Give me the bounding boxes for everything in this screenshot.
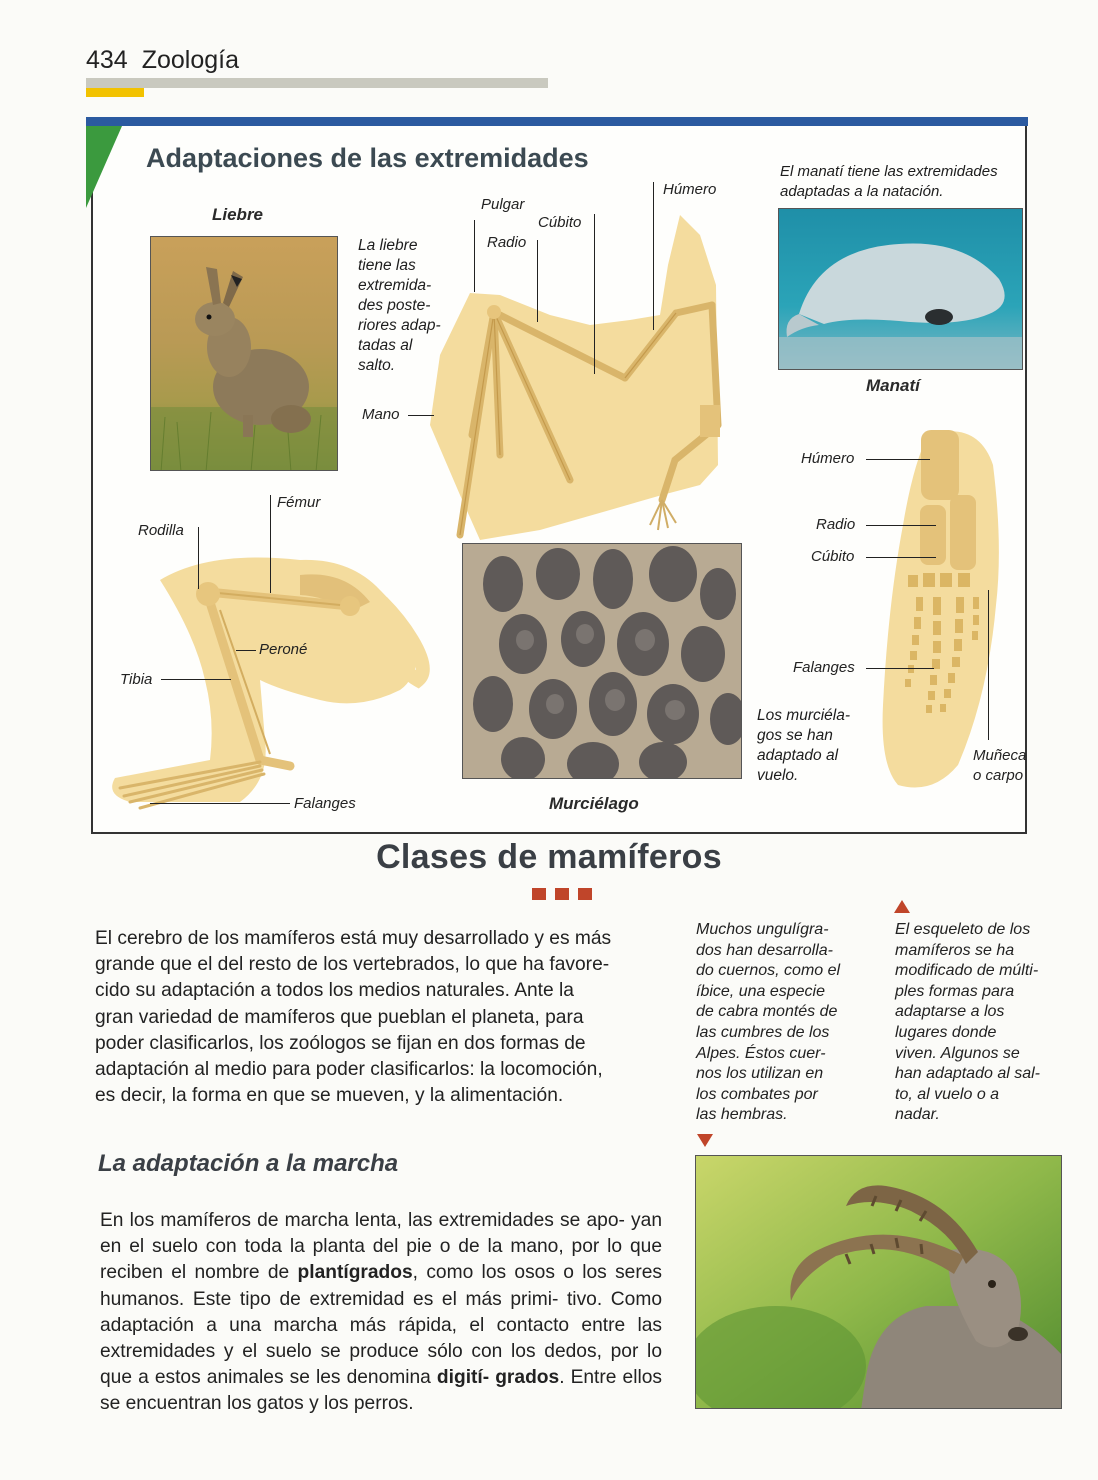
manatee-label-radius: Radio — [816, 516, 856, 533]
bat-label-humerus: Húmero — [663, 181, 717, 198]
hare-photo — [150, 236, 338, 471]
hare-caption: La liebre tiene las extremida- des poste- riores adap- tadas al salto. — [358, 237, 441, 374]
march-paragraph: En los mamíferos de marcha lenta, las extremidades se apo- yan en el suelo con toda la planta del pie o de la mano, por lo que reciben el nombre de plantígrados, como los osos o los seres humanos. Este tipo de extremidad es el más primi- tivo. Como adaptación a una marcha más rápida, el contacto entre las extremidades y el suelo se produce sólo con los dedos, por lo que a estos animales se les denomina digití- grados. Entre ellos se encuentran los gatos y los perros. — [100, 1210, 662, 1415]
box-top-bar — [86, 117, 1028, 126]
hare-label-femur: Fémur — [277, 494, 321, 511]
page-header — [86, 46, 239, 75]
skeleton-caption: El esqueleto de los mamíferos se ha modificado de múlti- ples formas para adaptarse a los lugares donde viven. Algunos se han adaptado al sal- to, al vuelo o a nadar. — [895, 921, 1040, 1124]
bat-label-thumb: Pulgar — [481, 196, 525, 213]
manatee-photo — [778, 208, 1023, 370]
subheading: La adaptación a la marcha — [98, 1150, 399, 1177]
hare-name: Liebre — [212, 205, 264, 224]
manatee-name: Manatí — [866, 376, 920, 395]
hare-label-tibia: Tibia — [120, 671, 153, 688]
manatee-flipper-diagram — [878, 425, 1028, 795]
header-rule-accent — [86, 88, 144, 97]
section-title: Clases de mamíferos — [376, 838, 722, 876]
manatee-caption: El manatí tiene las extremidades adaptadas a la natación. — [780, 163, 998, 200]
pointer-up-icon — [894, 900, 910, 913]
intro-paragraph: El cerebro de los mamíferos está muy desarrollado y es más grande que el del resto de los vertebrados, lo que ha favore- cido su adaptación a todos los medios naturales. Ante la gran variedad de mamíferos que pueblan el planeta, para poder clasificarlos, los zoólogos se fijan en dos formas de adaptación al medio para poder clasificarlos: la locomoción, es decir, la forma en que se mueven, y la alimentación. — [95, 928, 612, 1107]
hare-label-knee: Rodilla — [138, 522, 184, 539]
term-digitigrade: digití- grados — [436, 1367, 560, 1389]
pointer-down-icon — [697, 1134, 713, 1147]
bat-colony-photo — [462, 543, 742, 779]
manatee-label-humerus: Húmero — [801, 450, 855, 467]
manatee-label-phalanges: Falanges — [793, 659, 855, 676]
manatee-label-wrist: Muñeca o carpo — [973, 747, 1027, 784]
hare-label-fibula: Peroné — [259, 641, 308, 658]
bat-name: Murciélago — [549, 794, 639, 813]
ibex-photo — [695, 1155, 1062, 1409]
hare-leg-diagram — [100, 540, 460, 820]
manatee-label-ulna: Cúbito — [811, 548, 855, 565]
bat-label-ulna: Cúbito — [538, 214, 582, 231]
section-name: Zoología — [141, 46, 240, 74]
page-number: 434 — [86, 46, 128, 74]
term-plantigrade: plantígrados — [297, 1262, 413, 1284]
box-corner-accent — [86, 126, 122, 208]
bat-label-hand: Mano — [362, 406, 400, 423]
header-rule — [86, 78, 548, 88]
box-title: Adaptaciones de las extremidades — [146, 143, 589, 173]
title-ornament — [532, 887, 602, 901]
hare-label-phalanges: Falanges — [294, 795, 356, 812]
bat-caption: Los murciéla- gos se han adaptado al vuelo. — [757, 707, 851, 784]
bat-wing-diagram — [400, 195, 745, 545]
bat-label-radius: Radio — [487, 234, 527, 251]
ibex-caption: Muchos ungulígra- dos han desarrolla- do cuernos, como el íbice, una especie de cabra montés de las cumbres de los Alpes. Éstos cuer- nos los utilizan en los combates por las hembras. — [696, 921, 841, 1124]
